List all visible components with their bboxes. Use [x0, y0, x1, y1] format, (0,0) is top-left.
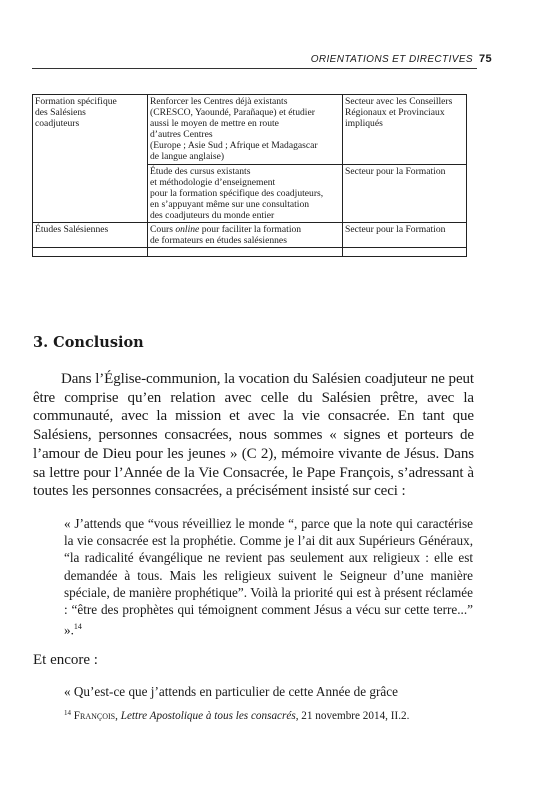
footnote-ref: 14: [73, 622, 82, 632]
table-cell-empty: [343, 248, 467, 257]
running-header: [30, 53, 492, 65]
footnote-number: 14: [64, 709, 71, 717]
cell-line: des coadjuteurs du monde entier: [150, 210, 275, 221]
cell-line: pour la formation spécifique des coadjuteurs,: [150, 188, 324, 199]
cell-line: des Salésiens: [35, 107, 86, 118]
table-row: [33, 95, 467, 223]
table-row-empty: [33, 248, 467, 257]
cell-line: Étude des cursus existants: [150, 166, 251, 177]
block-quote: [64, 683, 473, 700]
cell-text-italic: online: [175, 224, 200, 235]
table-cell-actions: [148, 95, 343, 223]
table-cell-actions: [148, 223, 343, 248]
cell-line: Secteur avec les Conseillers: [345, 96, 453, 107]
et-encore: Et encore :: [33, 652, 98, 668]
cell-spacer: [345, 129, 464, 162]
quote-text: « Qu’est-ce que j’attends en particulier de cette Année de grâce: [64, 684, 398, 699]
cell-line: de formateurs en études salésiennes: [150, 235, 287, 246]
cell-line: Régionaux et Provinciaux: [345, 107, 445, 118]
cell-line: [150, 224, 340, 235]
cell-divider: [343, 164, 466, 221]
footnote-author: François,: [73, 710, 118, 722]
cell-line: aussi le moyen de mettre en route: [150, 118, 279, 129]
footnote-rest: , 21 novembre 2014, II.2.: [295, 710, 410, 722]
block-quote: [64, 515, 473, 639]
cell-spacer: [345, 177, 464, 221]
table-cell-area: [33, 95, 148, 223]
table-cell-responsible: [343, 95, 467, 223]
cell-line: Études Salésiennes: [35, 224, 109, 235]
cell-line: Secteur pour la Formation: [345, 166, 446, 177]
table-cell-responsible: [343, 223, 467, 248]
footnote-title: Lettre Apostolique à tous les consacrés: [120, 710, 296, 722]
cell-line: d’autres Centres: [150, 129, 213, 140]
cell-text: Cours: [150, 224, 176, 235]
table-cell-empty: [33, 248, 148, 257]
cell-line: (CRESCO, Yaoundé, Parañaque) et étudier: [150, 107, 315, 118]
cell-line: et méthodologie d’enseignement: [150, 177, 276, 188]
cell-line: Formation spécifique: [35, 96, 117, 107]
cell-divider: [148, 164, 342, 221]
page-number: 75: [478, 53, 492, 65]
cell-line: coadjuteurs: [35, 118, 80, 129]
body-paragraph: [33, 370, 474, 501]
running-title: ORIENTATIONS ET DIRECTIVES: [310, 54, 473, 65]
header-rule: [32, 68, 477, 69]
quote-text: [64, 515, 473, 639]
section-title: 3. Conclusion: [33, 334, 144, 351]
cell-line: en s’appuyant même sur une consultation: [150, 199, 310, 210]
cell-line: Renforcer les Centres déjà existants: [150, 96, 288, 107]
cell-line: Secteur pour la Formation: [345, 224, 446, 235]
cell-line: (Europe ; Asie Sud ; Afrique et Madagascar: [150, 140, 318, 151]
cell-text: pour faciliter la formation: [199, 224, 302, 235]
footnote: [64, 709, 409, 722]
table-cell-area: [33, 223, 148, 248]
orientations-table: [32, 94, 467, 257]
cell-line: impliqués: [345, 118, 383, 129]
table-row: [33, 223, 467, 248]
cell-line: de langue anglaise): [150, 151, 225, 162]
table-cell-empty: [148, 248, 343, 257]
quote-body: « J’attends que “vous réveilliez le monde “, parce que la note qui caractérise la vie consacrée est la prophétie. Comme je l’ai dit aux Supérieurs Généraux, “la radicalité évangélique ne revient pas seulement aux religieux : elle est demandée à tous. Mais les religieux suivent le Seigneur d’une manière spéciale, de manière prophétique”. Voilà la priorité qui est à présent réclamée : “être des prophètes qui témoignent comment Jésus a vécu sur cette terre...” ».: [64, 516, 473, 638]
paragraph-text: Dans l’Église-communion, la vocation du Salésien coadjuteur ne peut être comprise qu’en relation avec celle du Salésien prêtre, avec la communauté, avec la mission et avec la vie consacrée. En tant que Salésiens, personnes consacrées, nous sommes « signes et porteurs de l’amour de Dieu pour les jeunes » (C 2), mémoire vivante de Jésus. Dans sa lettre pour l’Année de la Vie Consacrée, le Pape François, s’adressant à toutes les personnes consacrées, a précisément insisté sur ceci :: [33, 371, 474, 500]
